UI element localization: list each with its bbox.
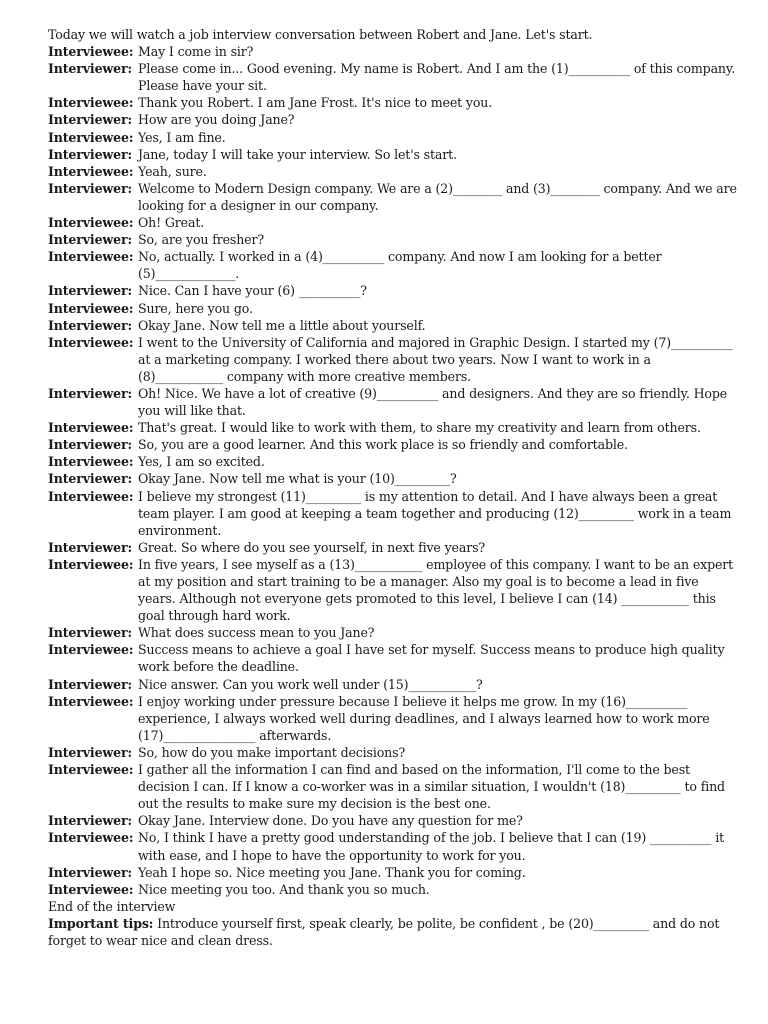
dialogue-turn bbox=[48, 231, 738, 248]
dialogue-turn bbox=[48, 488, 738, 539]
speaker-label: Interviewer: bbox=[48, 385, 132, 401]
speech-text: Thank you Robert. I am Jane Frost. It's nice to meet you. bbox=[138, 95, 493, 111]
speaker-label: Interviewee: bbox=[48, 215, 134, 231]
speaker-label: Interviewer: bbox=[48, 437, 132, 453]
speaker-label: Interviewee: bbox=[48, 693, 134, 709]
speech-text: Yes, I am so excited. bbox=[138, 454, 265, 470]
speaker-label: Interviewer: bbox=[48, 283, 132, 299]
speech-text: What does success mean to you Jane? bbox=[138, 625, 375, 641]
dialogue-turn bbox=[48, 676, 738, 693]
speaker-label: Interviewee: bbox=[48, 420, 134, 436]
speech-text: I went to the University of California and majored in Graphic Design. I started my (7)__________ at a marketing company. I worked there about two years. Now I want to work in a (8)___________ company with more creative members. bbox=[138, 334, 733, 384]
speech-text: Great. So where do you see yourself, in next five years? bbox=[138, 539, 486, 555]
speaker-label: Interviewee: bbox=[48, 454, 134, 470]
dialogue-turn bbox=[48, 129, 738, 146]
speaker-label: Interviewer: bbox=[48, 180, 132, 196]
tips-label: Important tips: bbox=[48, 915, 154, 931]
speaker-label: Interviewee: bbox=[48, 129, 134, 145]
speaker-label: Interviewee: bbox=[48, 762, 134, 778]
speech-text: Okay Jane. Interview done. Do you have any question for me? bbox=[138, 813, 523, 829]
dialogue bbox=[48, 43, 738, 898]
speech-text: I believe my strongest (11)_________ is my attention to detail. And I have always been a great team player. I am good at keeping a team together and producing (12)_________ work in a team environment. bbox=[138, 488, 732, 538]
speaker-label: Interviewer: bbox=[48, 539, 132, 555]
speech-text: May I come in sir? bbox=[138, 44, 254, 60]
speech-text: Oh! Nice. We have a lot of creative (9)__________ and designers. And they are so friendly. Hope you will like that. bbox=[138, 385, 728, 419]
speech-text: How are you doing Jane? bbox=[138, 112, 295, 128]
speech-text: So, how do you make important decisions? bbox=[138, 744, 406, 760]
dialogue-turn bbox=[48, 282, 738, 299]
speaker-label: Interviewer: bbox=[48, 317, 132, 333]
speaker-label: Interviewee: bbox=[48, 556, 134, 572]
speaker-label: Interviewee: bbox=[48, 95, 134, 111]
dialogue-turn bbox=[48, 43, 738, 60]
speech-text: No, I think I have a pretty good understanding of the job. I believe that I can (19) __________ it with ease, and I hope to have the opportunity to work for you. bbox=[138, 830, 725, 863]
dialogue-turn bbox=[48, 180, 738, 214]
speaker-label: Interviewer: bbox=[48, 813, 132, 829]
speaker-label: Interviewer: bbox=[48, 744, 132, 760]
dialogue-turn bbox=[48, 94, 738, 111]
dialogue-turn bbox=[48, 436, 738, 453]
dialogue-turn bbox=[48, 419, 738, 436]
dialogue-turn bbox=[48, 864, 738, 881]
dialogue-turn bbox=[48, 761, 738, 812]
dialogue-turn bbox=[48, 146, 738, 163]
dialogue-turn bbox=[48, 214, 738, 231]
speaker-label: Interviewee: bbox=[48, 44, 134, 60]
tips-text: Introduce yourself first, speak clearly, be polite, be confident , be (20)_________ and do not forget to wear nice and clean dress. bbox=[48, 915, 720, 948]
speaker-label: Interviewer: bbox=[48, 112, 132, 128]
speaker-label: Interviewer: bbox=[48, 61, 132, 77]
dialogue-turn bbox=[48, 641, 738, 675]
dialogue-turn bbox=[48, 693, 738, 744]
speech-text: Nice meeting you too. And thank you so much. bbox=[138, 881, 430, 897]
dialogue-turn bbox=[48, 300, 738, 317]
dialogue-turn bbox=[48, 470, 738, 487]
speech-text: Success means to achieve a goal I have set for myself. Success means to produce high quality work before the deadline. bbox=[138, 642, 725, 675]
speech-text: That's great. I would like to work with them, to share my creativity and learn from others. bbox=[138, 420, 701, 436]
dialogue-turn bbox=[48, 624, 738, 641]
speaker-label: Interviewee: bbox=[48, 830, 134, 846]
speaker-label: Interviewee: bbox=[48, 163, 134, 179]
speech-text: Welcome to Modern Design company. We are a (2)________ and (3)________ company. And we are looking for a designer in our company. bbox=[138, 180, 737, 213]
dialogue-turn bbox=[48, 60, 738, 94]
speech-text: Oh! Great. bbox=[138, 215, 205, 231]
speech-text: Sure, here you go. bbox=[138, 300, 253, 316]
important-tips bbox=[48, 915, 738, 949]
dialogue-turn bbox=[48, 111, 738, 128]
dialogue-turn bbox=[48, 744, 738, 761]
dialogue-turn bbox=[48, 334, 738, 385]
speech-text: Yeah, sure. bbox=[138, 163, 207, 179]
speech-text: Okay Jane. Now tell me what is your (10)_________? bbox=[138, 471, 457, 487]
speaker-label: Interviewee: bbox=[48, 488, 134, 504]
speaker-label: Interviewee: bbox=[48, 334, 134, 350]
dialogue-turn bbox=[48, 812, 738, 829]
speech-text: So, are you fresher? bbox=[138, 232, 264, 248]
dialogue-turn bbox=[48, 453, 738, 470]
speaker-label: Interviewee: bbox=[48, 249, 134, 265]
dialogue-turn bbox=[48, 385, 738, 419]
document bbox=[48, 26, 738, 949]
speech-text: No, actually. I worked in a (4)__________ company. And now I am looking for a better (5)_____________. bbox=[138, 249, 662, 282]
speech-text: In five years, I see myself as a (13)___________ employee of this company. I want to be an expert at my position and start training to be a manager. Also my goal is to become a lead in five years. Although not everyone gets promoted to this level, I believe I can (14) ___________ this goal through hard work. bbox=[138, 556, 734, 624]
speaker-label: Interviewer: bbox=[48, 232, 132, 248]
dialogue-turn bbox=[48, 248, 738, 282]
speech-text: Nice answer. Can you work well under (15)___________? bbox=[138, 676, 483, 692]
speech-text: Jane, today I will take your interview. So let's start. bbox=[138, 146, 457, 162]
dialogue-turn bbox=[48, 881, 738, 898]
speaker-label: Interviewer: bbox=[48, 146, 132, 162]
dialogue-turn bbox=[48, 317, 738, 334]
speaker-label: Interviewee: bbox=[48, 642, 134, 658]
speech-text: Yes, I am fine. bbox=[138, 129, 226, 145]
speaker-label: Interviewee: bbox=[48, 881, 134, 897]
speaker-label: Interviewee: bbox=[48, 300, 134, 316]
dialogue-turn bbox=[48, 829, 738, 863]
speech-text: Yeah I hope so. Nice meeting you Jane. Thank you for coming. bbox=[138, 864, 526, 880]
speech-text: Nice. Can I have your (6) __________? bbox=[138, 283, 367, 299]
speech-text: Okay Jane. Now tell me a little about yourself. bbox=[138, 317, 426, 333]
intro-line: Today we will watch a job interview conversation between Robert and Jane. Let's start. bbox=[48, 27, 593, 42]
speech-text: So, you are a good learner. And this work place is so friendly and comfortable. bbox=[138, 437, 628, 453]
speech-text: I enjoy working under pressure because I believe it helps me grow. In my (16)__________ experience, I always worked well during deadlines, and I always learned how to work more (17)_______________ afterwards. bbox=[138, 693, 710, 743]
speaker-label: Interviewer: bbox=[48, 676, 132, 692]
dialogue-turn bbox=[48, 556, 738, 624]
speech-text: Please come in... Good evening. My name is Robert. And I am the (1)__________ of this company. Please have your sit. bbox=[138, 61, 736, 94]
end-line: End of the interview bbox=[48, 898, 176, 914]
speaker-label: Interviewer: bbox=[48, 864, 132, 880]
dialogue-turn bbox=[48, 163, 738, 180]
speaker-label: Interviewer: bbox=[48, 625, 132, 641]
dialogue-turn bbox=[48, 539, 738, 556]
speaker-label: Interviewer: bbox=[48, 471, 132, 487]
speech-text: I gather all the information I can find and based on the information, I'll come to the best decision I can. If I know a co-worker was in a similar situation, I wouldn't (18)_________ to find out the results to make sure my decision is the best one. bbox=[138, 762, 725, 812]
